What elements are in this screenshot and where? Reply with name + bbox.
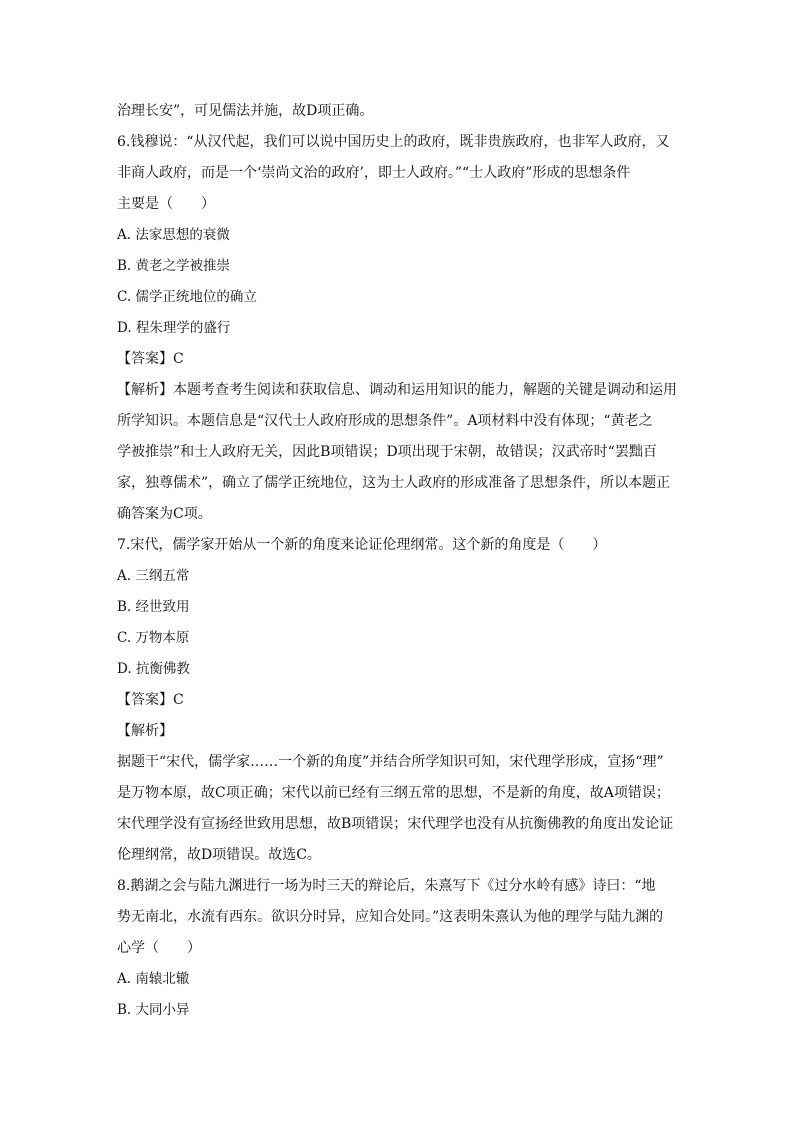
- option-d: D. 抗衡佛教: [117, 661, 190, 677]
- document-page: [117, 96, 682, 1026]
- question-6-stem: 6.钱穆说：“从汉代起，我们可以说中国历史上的政府，既非贵族政府，也非军人政府，又: [117, 134, 670, 150]
- option-b: B. 大同小异: [117, 1002, 190, 1018]
- option-a: A. 法家思想的衰微: [117, 227, 230, 243]
- option-c: C. 万物本原: [117, 630, 190, 646]
- question-8-stem: 8.鹅湖之会与陆九渊进行一场为时三天的辩论后，朱熹写下《过分水岭有感》诗曰：“地: [117, 878, 656, 894]
- question-8-stem: 心学（ ）: [117, 940, 201, 956]
- answer-line: 【答案】C: [117, 351, 184, 367]
- question-6-stem: 主要是（ ）: [117, 196, 215, 212]
- option-b: B. 黄老之学被推崇: [117, 258, 231, 274]
- option-a: A. 三纲五常: [117, 568, 190, 584]
- analysis-text: 【解析】本题考查考生阅读和获取信息、调动和运用知识的能力，解题的关键是调动和运用: [117, 382, 677, 398]
- option-c: C. 儒学正统地位的确立: [117, 289, 257, 305]
- question-8-stem: 势无南北，水流有西东。欲识分时异，应知合处同。”这表明朱熹认为他的理学与陆九渊的: [117, 909, 664, 925]
- analysis-text: 确答案为C项。: [117, 506, 212, 522]
- analysis-text: 是万物本原，故C项正确；宋代以前已经有三纲五常的思想，不是新的角度，故A项错误；: [117, 785, 670, 801]
- analysis-text: 据题干“宋代，儒学家……一个新的角度”并结合所学知识可知，宋代理学形成，宣扬“理”: [117, 754, 664, 770]
- question-7-stem: 7.宋代，儒学家开始从一个新的角度来论证伦理纲常。这个新的角度是（ ）: [117, 537, 607, 553]
- answer-line: 【答案】C: [117, 692, 184, 708]
- analysis-text: 伦理纲常，故D项错误。故选C。: [117, 847, 321, 863]
- question-6-stem: 非商人政府，而是一个‘崇尚文治的政府’，即士人政府。”“士人政府”形成的思想条件: [117, 165, 631, 181]
- option-d: D. 程朱理学的盛行: [117, 320, 231, 336]
- option-b: B. 经世致用: [117, 599, 190, 615]
- analysis-heading: 【解析】: [117, 723, 173, 739]
- text-line: 治理长安”，可见儒法并施，故D项正确。: [117, 103, 374, 119]
- analysis-text: 所学知识。本题信息是“汉代士人政府形成的思想条件”。A项材料中没有体现；“黄老之: [117, 413, 653, 429]
- analysis-text: 宋代理学没有宣扬经世致用思想，故B项错误；宋代理学也没有从抗衡佛教的角度出发论证: [117, 816, 674, 832]
- analysis-text: 家，独尊儒术”，确立了儒学正统地位，这为士人政府的形成准备了思想条件，所以本题正: [117, 475, 671, 491]
- option-a: A. 南辕北辙: [117, 971, 190, 987]
- analysis-text: 学被推崇”和士人政府无关，因此B项错误；D项出现于宋朝，故错误；汉武帝时“罢黜百: [117, 444, 657, 460]
